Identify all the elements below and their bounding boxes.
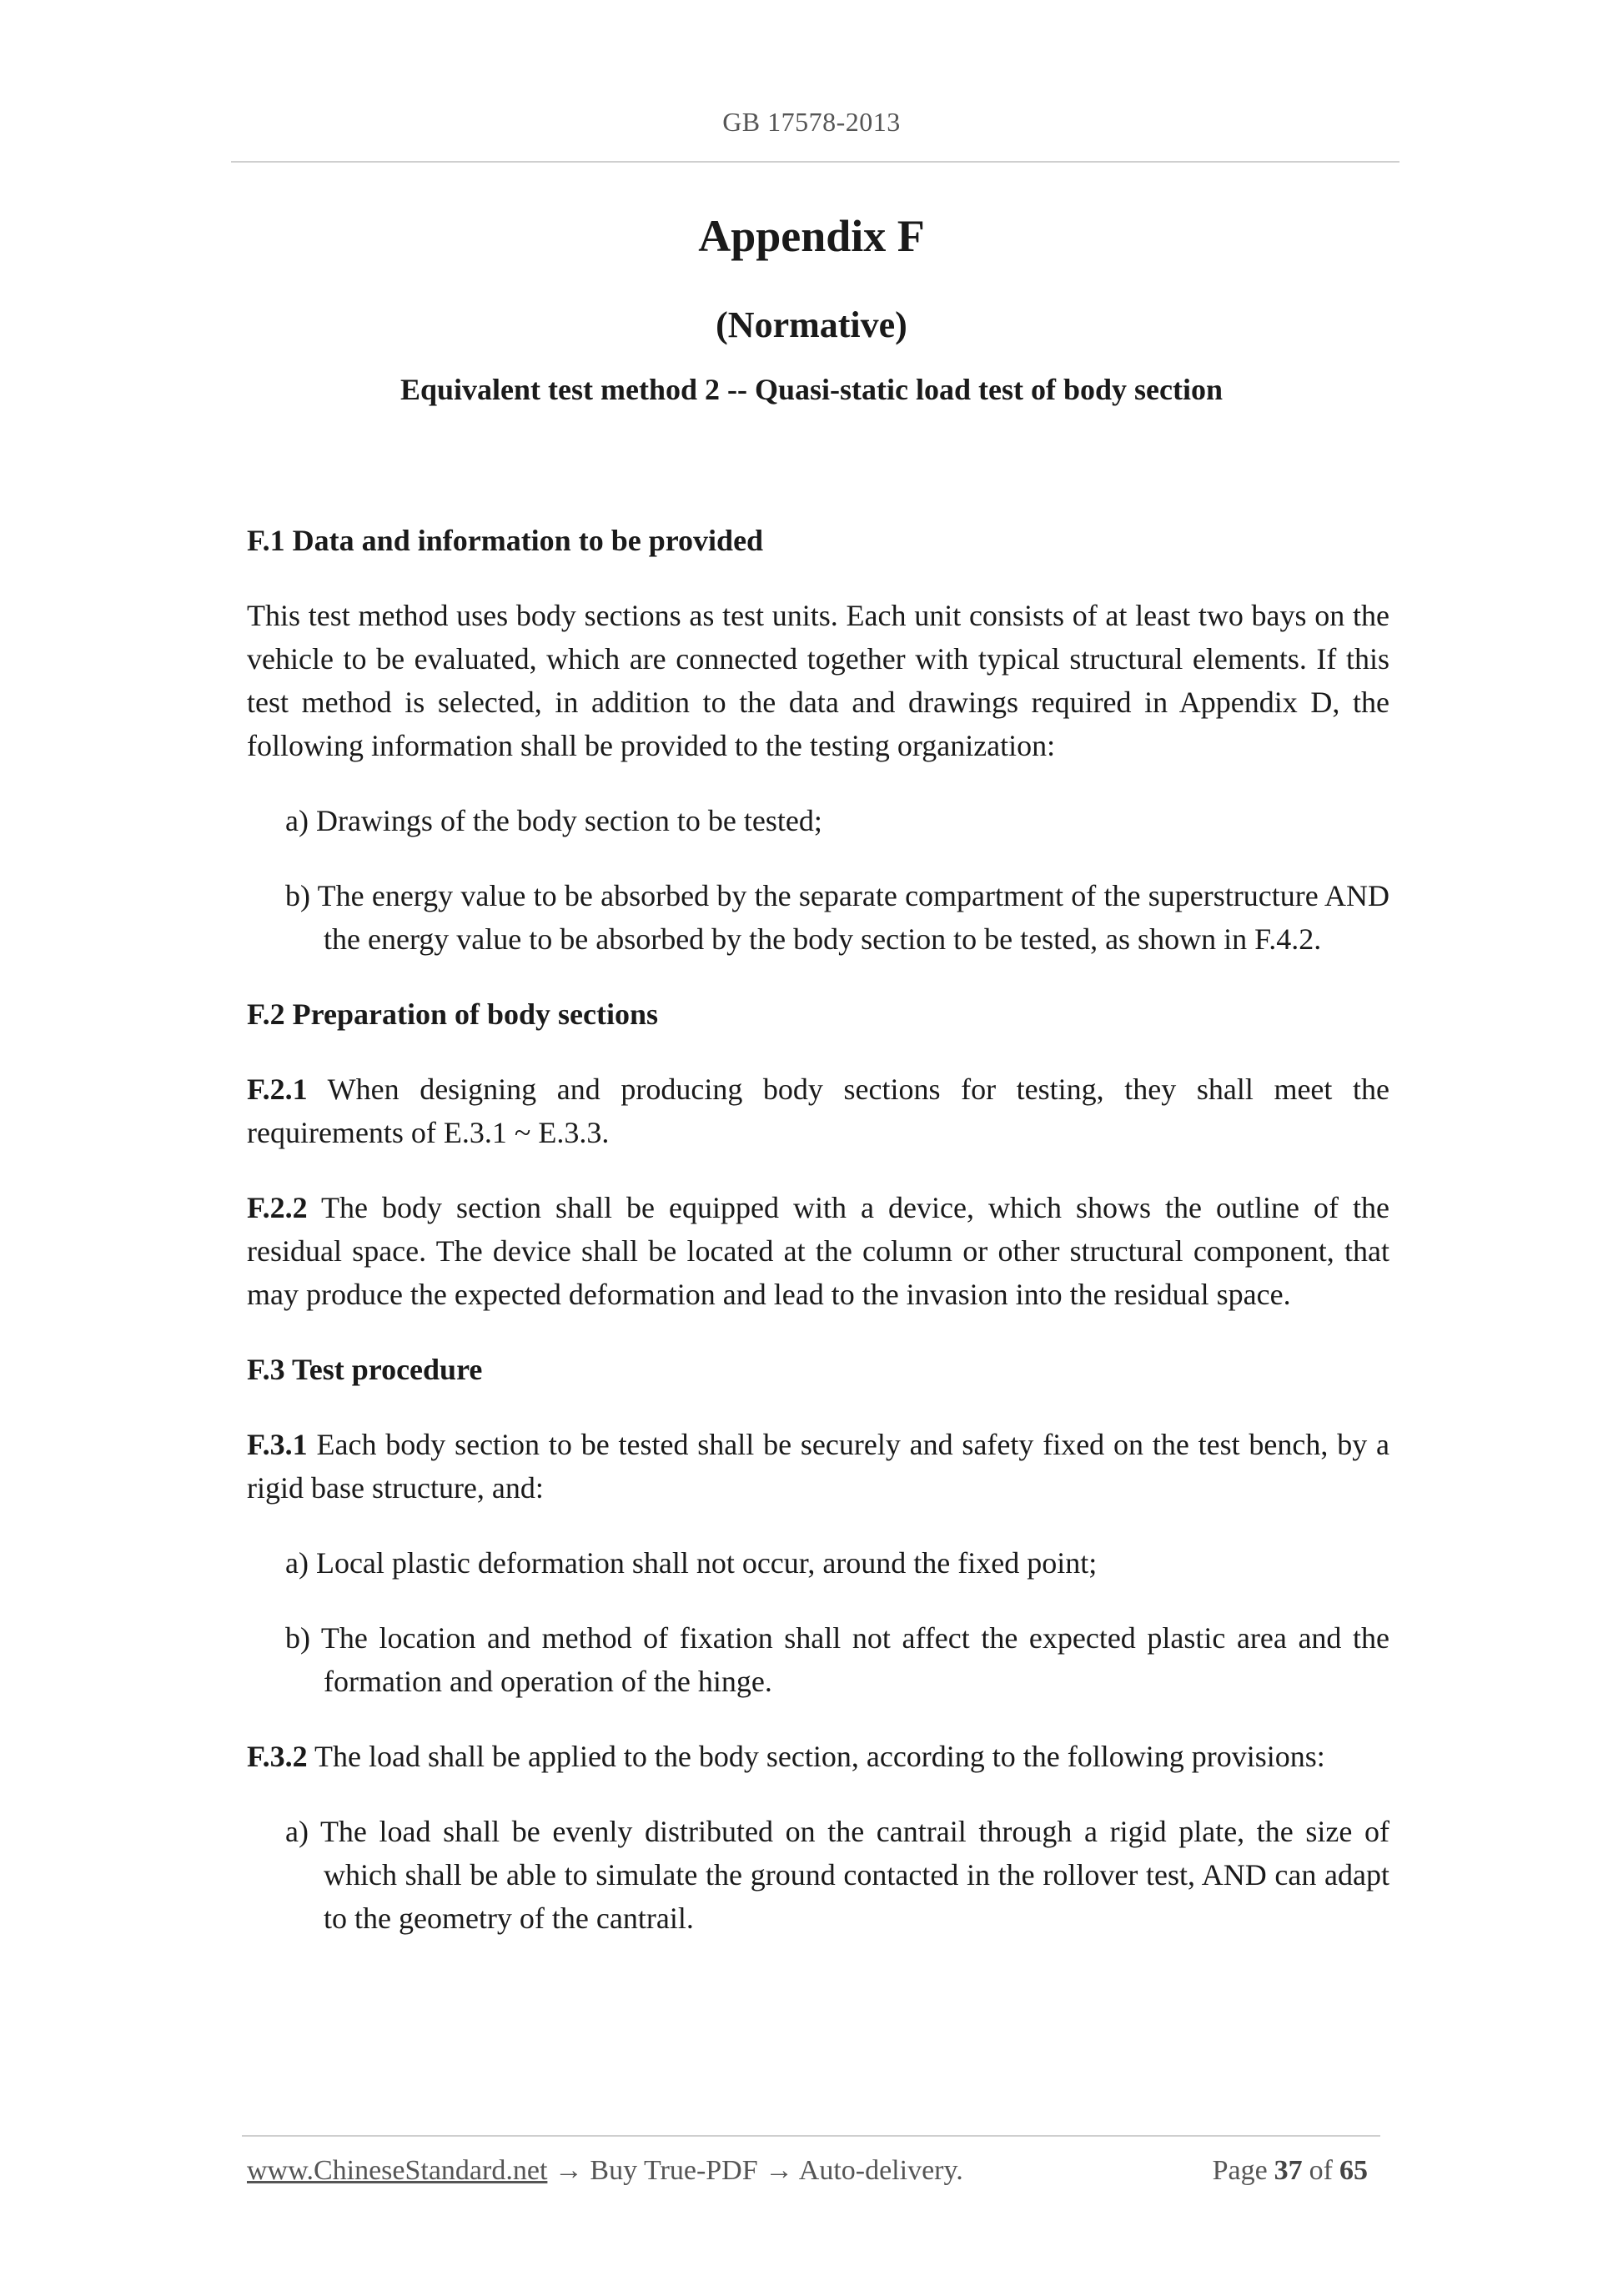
list-item-f3-2-a: a) The load shall be evenly distributed on the cantrail through a rigid plate, the size of which shall be able to simulate the ground contacted in the rollover test, AND can adapt to the geometry of the cantrail. (285, 1815, 1389, 1935)
paragraph-f3-1 (247, 1423, 1389, 1510)
section-heading-f1: F.1 Data and information to be provided (247, 524, 764, 557)
list-item-f3-1-b: b) The location and method of fixation shall not affect the expected plastic area and the formation and operation of the hinge. (285, 1621, 1389, 1698)
footer-promo-text: → Buy True-PDF → Auto-delivery. (547, 2155, 963, 2186)
clause-text: When designing and producing body sections for testing, they shall meet the requirements of E.3.1 ~ E.3.3. (247, 1073, 1389, 1149)
clause-number: F.3.1 (247, 1428, 308, 1461)
clause-number: F.2.1 (247, 1073, 308, 1106)
page-counter (1213, 2155, 1374, 2187)
page-total: 65 (1339, 2155, 1368, 2186)
website-link[interactable]: www.ChineseStandard.net (247, 2155, 548, 2186)
paragraph-f3-2 (247, 1735, 1389, 1778)
document-id-header: GB 17578-2013 (722, 107, 901, 137)
paragraph-f2-2 (247, 1186, 1389, 1316)
clause-text: Each body section to be tested shall be securely and safety fixed on the test bench, by a rigid base structure, and: (247, 1428, 1389, 1505)
list-item-f1-b: b) The energy value to be absorbed by the separate compartment of the superstructure AND the energy value to be absorbed by the body section to be tested, as shown in F.4.2. (285, 879, 1389, 956)
clause-text: The load shall be applied to the body section, according to the following provisions: (307, 1740, 1325, 1773)
list-item-f1-a: a) Drawings of the body section to be tested; (285, 804, 822, 837)
paragraph-f1: This test method uses body sections as test units. Each unit consists of at least two bays on the vehicle to be evaluated, which are connected together with typical structural elements. If this test method is selected, in addition to the data and drawings required in Appendix D, the following information shall be provided to the testing organization: (247, 599, 1389, 762)
header-divider (231, 161, 1399, 163)
list-item-f3-1-a: a) Local plastic deformation shall not occur, around the fixed point; (285, 1546, 1098, 1580)
appendix-title: Appendix F (698, 211, 925, 261)
clause-text: The body section shall be equipped with a device, which shows the outline of the residual space. The device shall be located at the column or other structural component, that may produce the expected deformation and lead to the invasion into the residual space. (247, 1191, 1389, 1311)
clause-number: F.2.2 (247, 1191, 308, 1224)
document-body (247, 519, 1389, 1940)
paragraph-f2-1 (247, 1068, 1389, 1154)
clause-number: F.3.2 (247, 1740, 308, 1773)
section-heading-f2: F.2 Preparation of body sections (247, 997, 659, 1031)
page-label: Page (1212, 2155, 1268, 2186)
footer-promo (247, 2155, 963, 2187)
of-label: of (1309, 2155, 1333, 2186)
page-number: 37 (1274, 2155, 1303, 2186)
footer-divider (242, 2135, 1380, 2137)
section-heading-f3: F.3 Test procedure (247, 1353, 483, 1386)
appendix-normative-label: (Normative) (716, 304, 907, 345)
appendix-subtitle: Equivalent test method 2 -- Quasi-static load test of body section (400, 373, 1223, 406)
